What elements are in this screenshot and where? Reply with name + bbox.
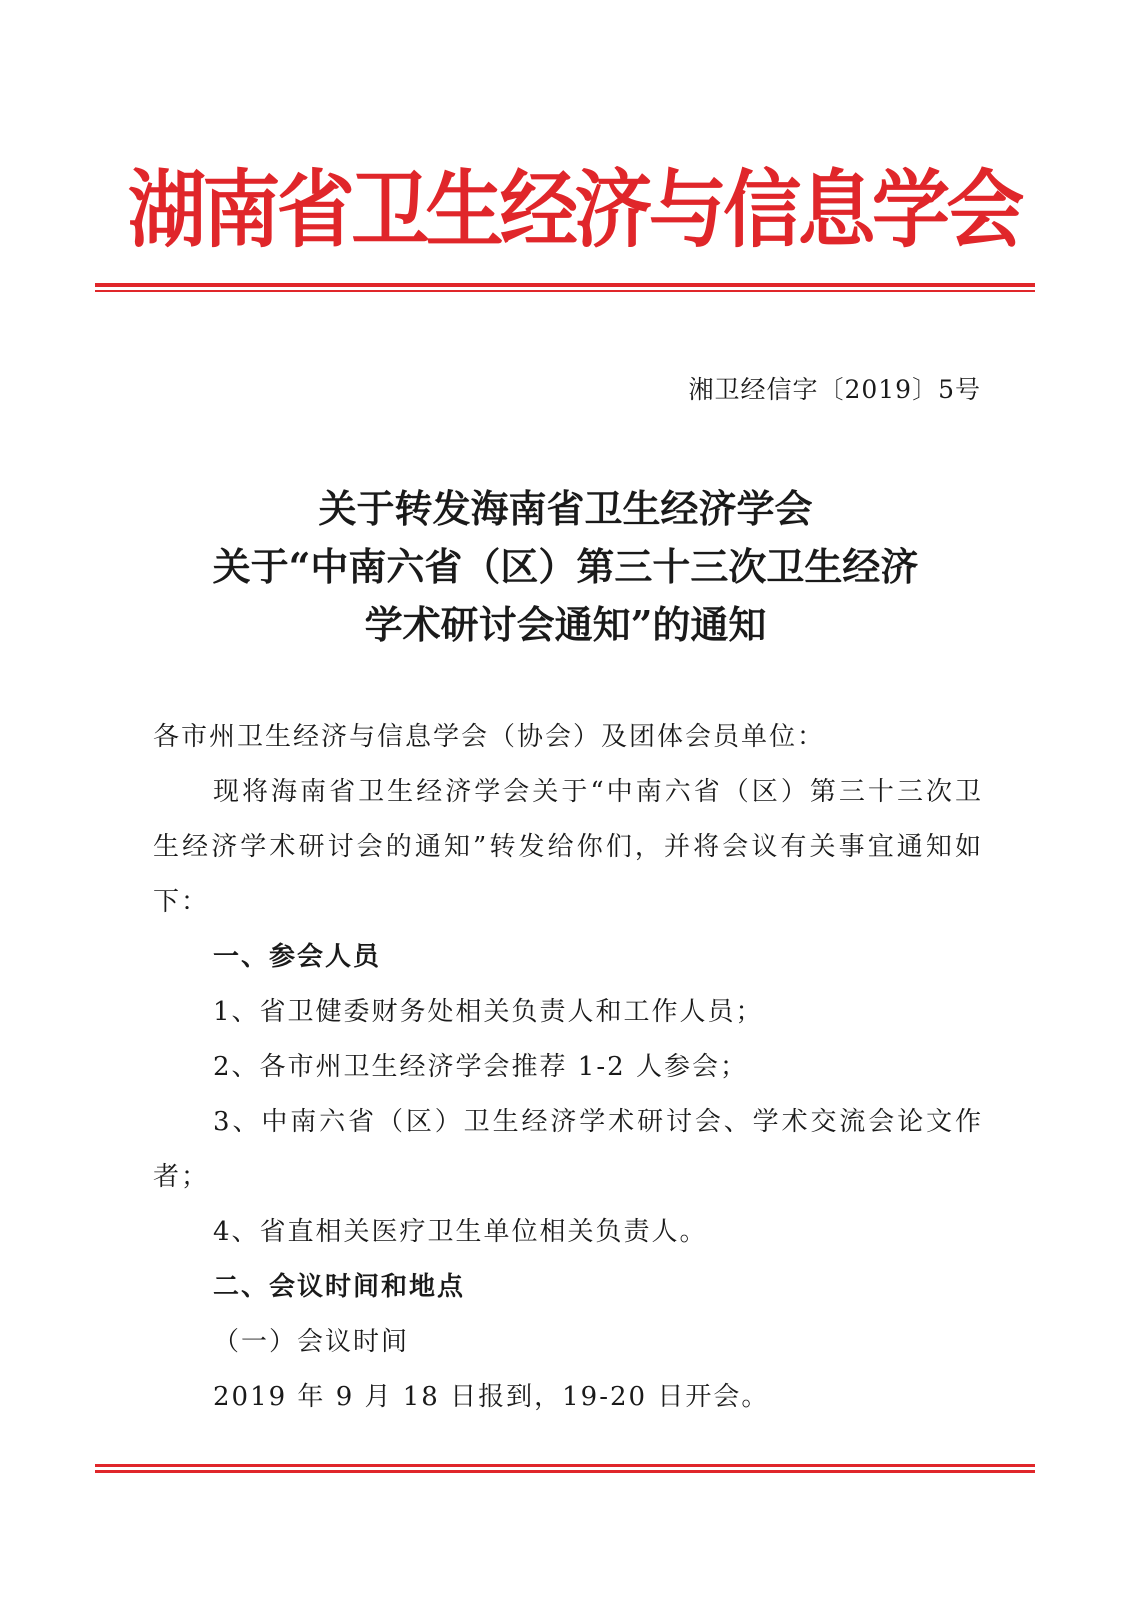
intro-paragraph: 现将海南省卫生经济学会关于“中南六省（区）第三十三次卫生经济学术研讨会的通知”转发给你们，并将会议有关事宜通知如下： [153, 777, 983, 917]
document-body [153, 710, 983, 1425]
subsection-heading-time: （一）会议时间 [213, 1327, 410, 1357]
list-item: 4、省直相关医疗卫生单位相关负责人。 [213, 1217, 708, 1247]
list-item: 1、省卫健委财务处相关负责人和工作人员； [213, 997, 764, 1027]
list-item: 3、中南六省（区）卫生经济学术研讨会、学术交流会论文作者； [153, 1107, 983, 1192]
section-heading-attendees: 一、参会人员 [213, 942, 382, 972]
title-line-3: 学术研讨会通知”的通知 [364, 602, 767, 647]
document-title [80, 480, 1051, 654]
salutation: 各市州卫生经济与信息学会（协会）及团体会员单位： [153, 722, 826, 752]
title-line-2: 关于“中南六省（区）第三十三次卫生经济 [212, 544, 919, 589]
letterhead-rule [95, 283, 1035, 293]
list-item: 2、各市州卫生经济学会推荐 1-2 人参会； [213, 1052, 748, 1082]
document-number: 湘卫经信字〔2019〕5号 [688, 375, 981, 404]
section-heading-time-place: 二、会议时间和地点 [213, 1272, 466, 1302]
title-line-1: 关于转发海南省卫生经济学会 [318, 486, 813, 531]
meeting-time: 2019 年 9 月 18 日报到，19-20 日开会。 [213, 1382, 770, 1412]
letterhead-title: 湖南省卫生经济与信息学会 [127, 161, 1021, 259]
footer-rule [95, 1464, 1035, 1474]
